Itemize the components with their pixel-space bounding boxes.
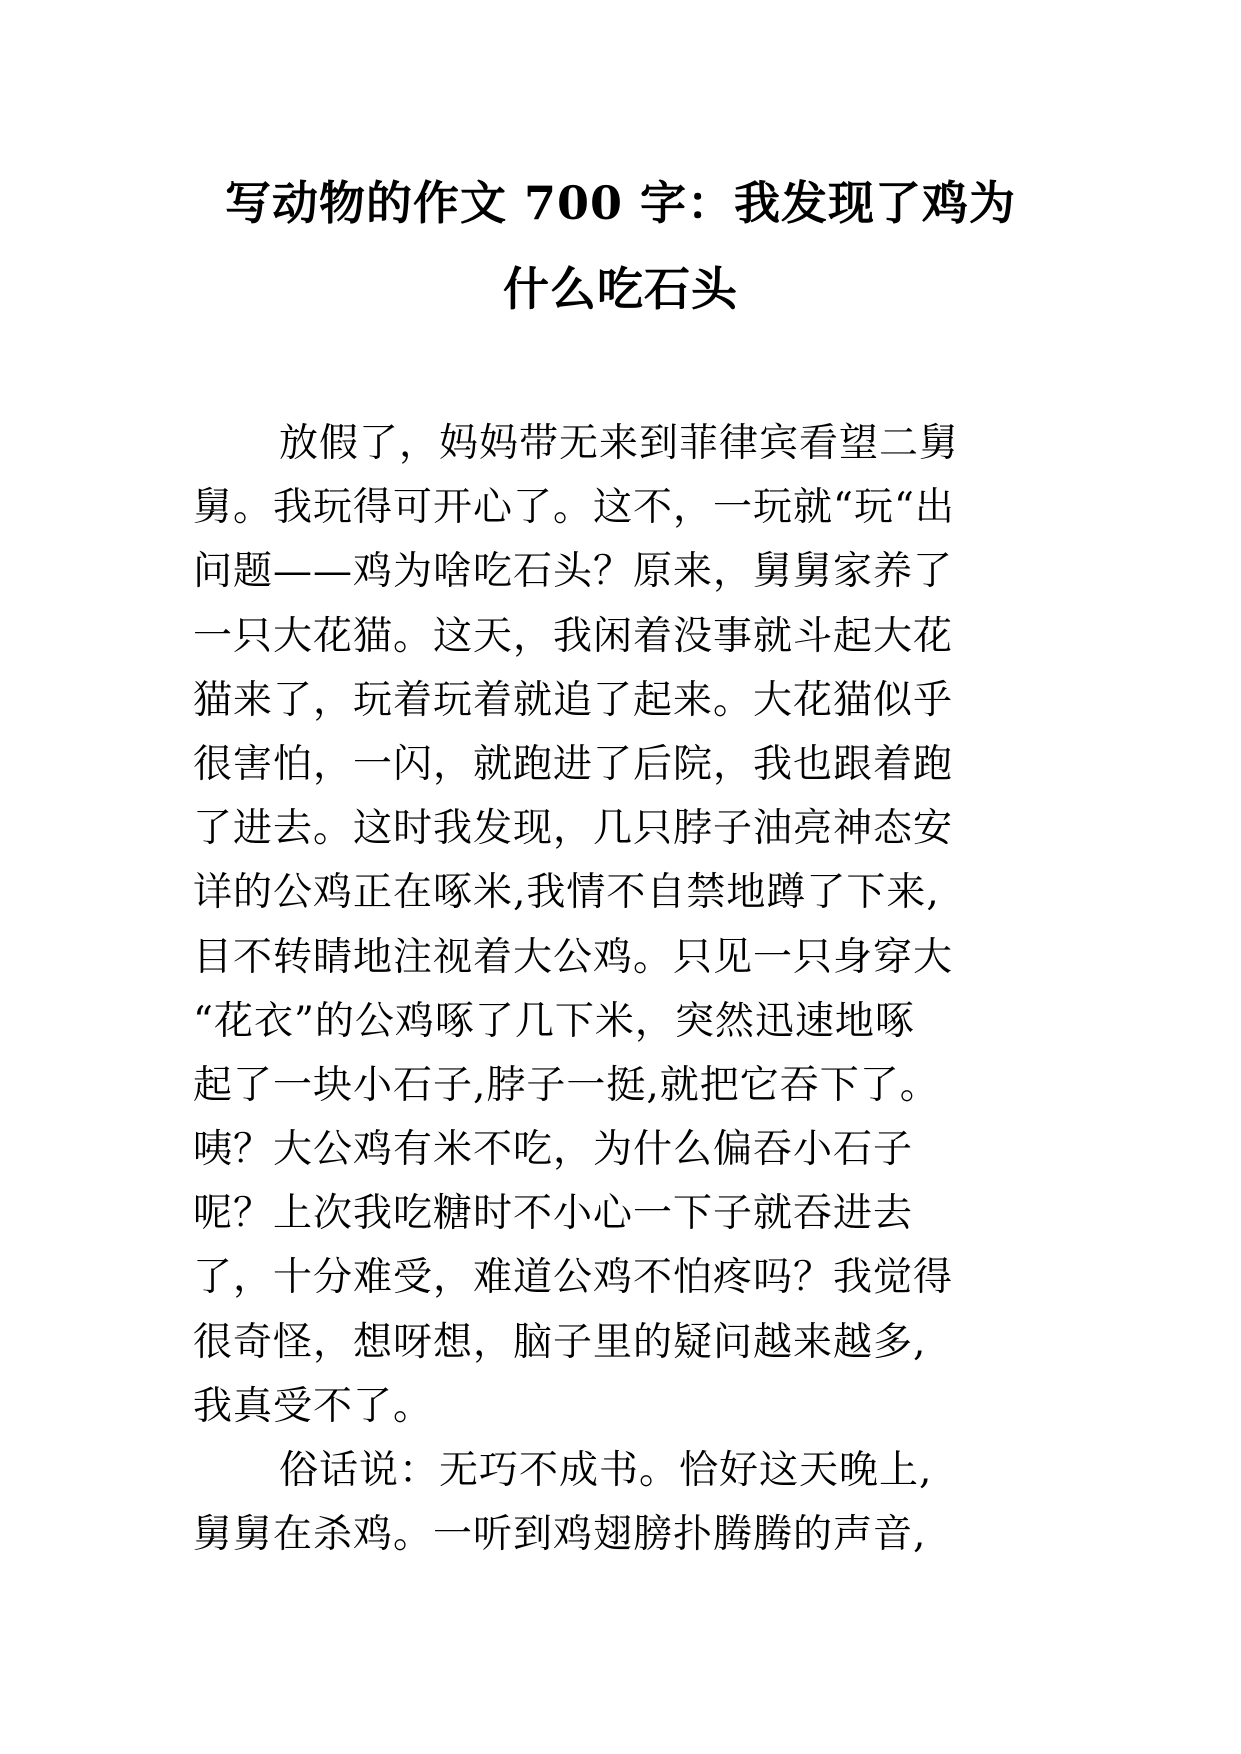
paragraph-line: 了，十分难受，难道公鸡不怕疼吗？我觉得	[193, 1255, 954, 1301]
paragraph-line: 很奇怪，想呀想，脑子里的疑问越来越多,	[193, 1319, 927, 1365]
paragraph-line: 舅舅在杀鸡。一听到鸡翅膀扑腾腾的声音,	[193, 1512, 927, 1558]
paragraph-line: 一只大花猫。这天，我闲着没事就斗起大花	[193, 613, 954, 659]
paragraph-line: 舅。我玩得可开心了。这不，一玩就“玩“出	[193, 485, 955, 531]
title-line-1: 写动物的作文 700 字：我发现了鸡为	[224, 176, 1017, 230]
paragraph-line: 起了一块小石子,脖子一挺,就把它吞下了。	[193, 1062, 940, 1108]
paragraph-line: 详的公鸡正在啄米,我情不自禁地蹲了下来,	[193, 870, 940, 916]
paragraph-line: 俗话说：无巧不成书。恰好这天晚上,	[279, 1448, 933, 1493]
paragraph-line: 呢？上次我吃糖时不小心一下子就吞进去	[193, 1191, 914, 1237]
paragraph-line: 目不转睛地注视着大公鸡。只见一只身穿大	[193, 934, 954, 980]
paragraph-line: 了进去。这时我发现，几只脖子油亮神态安	[193, 806, 954, 852]
paragraph-line: 猫来了，玩着玩着就追了起来。大花猫似乎	[193, 677, 954, 723]
paragraph-line: “花衣”的公鸡啄了几下米，突然迅速地啄	[193, 998, 915, 1044]
paragraph-line: 很害怕，一闪，就跑进了后院，我也跟着跑	[193, 741, 954, 787]
paragraph-line: 咦？大公鸡有米不吃，为什么偏吞小石子	[193, 1127, 914, 1173]
paragraph-line: 我真受不了。	[193, 1383, 434, 1429]
essay-body	[193, 412, 1063, 1567]
paragraph-line: 问题——鸡为啥吃石头？原来，舅舅家养了	[193, 549, 954, 595]
title-line-2: 什么吃石头	[503, 262, 738, 316]
paragraph-line: 放假了，妈妈带无来到菲律宾看望二舅	[279, 421, 960, 466]
document-title	[150, 160, 1091, 332]
